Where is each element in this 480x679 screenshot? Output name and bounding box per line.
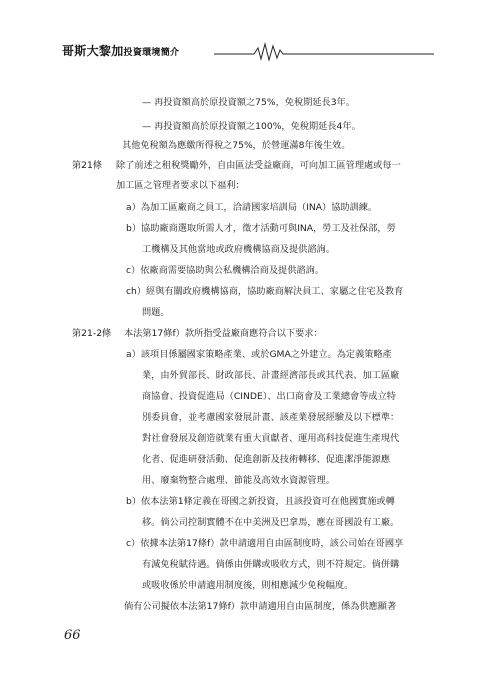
- body-line-3: 其他免稅額為應繳所得稅之75%，於營運滿8年後生效。: [122, 140, 351, 151]
- body-line-12: 本法第17條f）款所指受益廠商應符合以下要求：: [124, 328, 323, 339]
- body-line-17: 對社會發展及創造就業有重大貢獻者、運用高科技促進生產現代: [142, 433, 400, 444]
- body-line-8: 工機構及其他當地或政府機構協商及提供諮詢。: [142, 244, 335, 255]
- body-line-20: b）依本法第1條定義在哥國之新投資，且該投資可在他國實施或轉: [126, 496, 395, 507]
- body-line-9: c）依廠商需要協助與公私機構洽商及提供諮詢。: [126, 265, 324, 276]
- heartbeat-line-decoration: [214, 40, 434, 62]
- running-header: [62, 40, 422, 62]
- article-21-label: 第21條: [72, 160, 103, 171]
- body-line-16: 別委員會，並考慮國家發展計畫、該產業發展經驗及以下標準：: [142, 412, 400, 423]
- body-line-15: 商協會、投資促進局（CINDE）、出口商會及工業總會等成立特: [142, 391, 396, 402]
- body-line-7: b）協助廠商選取所需人才，徵才活動可與INA，勞工及社保部，勞: [126, 223, 396, 234]
- body-line-4: 除了前述之租稅獎勵外，自由區法受益廠商，可向加工區管理處或每一: [116, 160, 401, 171]
- body-line-13: a）該項目係屬國家策略產業、或於GMA之外建立。為定義策略產: [126, 349, 392, 360]
- body-line-21: 移。倘公司控制實體不在中美洲及巴拿馬，應在哥國設有工廠。: [142, 517, 400, 528]
- article-21-2-label: 第21-2條: [72, 328, 112, 339]
- body-line-5: 加工區之管理者要求以下福利：: [116, 180, 245, 191]
- body-line-23: 有減免稅賦待遇。倘係由併購或吸收方式，則不符規定。倘併購: [142, 559, 400, 570]
- body-line-19: 用、廢棄物整合處理、節能及高效水資源管理。: [142, 475, 335, 486]
- header-title-sub: 投資環境簡介: [123, 48, 180, 58]
- body-line-10: ch）經與有關政府機構協商，協助廠商解決員工、家屬之住宅及教育: [126, 286, 404, 297]
- body-line-25: 倘有公司擬依本法第17條f）款申請適用自由區制度，係為供應顯著: [124, 601, 397, 612]
- header-title-main: 哥斯大黎加: [62, 44, 124, 58]
- body-line-22: c）依據本法第17條f）款申請適用自由區制度時，該公司始在哥國享: [126, 538, 404, 549]
- header-title: [62, 42, 179, 59]
- body-line-1: — 再投資額高於原投資額之75%，免稅期延長3年。: [142, 97, 355, 108]
- page-number: 66: [64, 628, 81, 643]
- body-line-11: 問題。: [142, 307, 170, 318]
- body-line-24: 或吸收係於申請適用制度後，則相應減少免稅幅度。: [142, 580, 354, 591]
- body-line-18: 化者、促進研發活動、促進創新及技術轉移、促進潔淨能源應: [142, 454, 391, 465]
- body-line-2: — 再投資額高於原投資額之100%，免稅期延長4年。: [142, 121, 361, 132]
- body-line-6: a）為加工區廠商之員工，洽請國家培訓局（INA）協助訓練。: [126, 202, 378, 213]
- body-line-14: 業，由外貿部長、財政部長、計畫經濟部長或其代表、加工區廠: [142, 370, 400, 381]
